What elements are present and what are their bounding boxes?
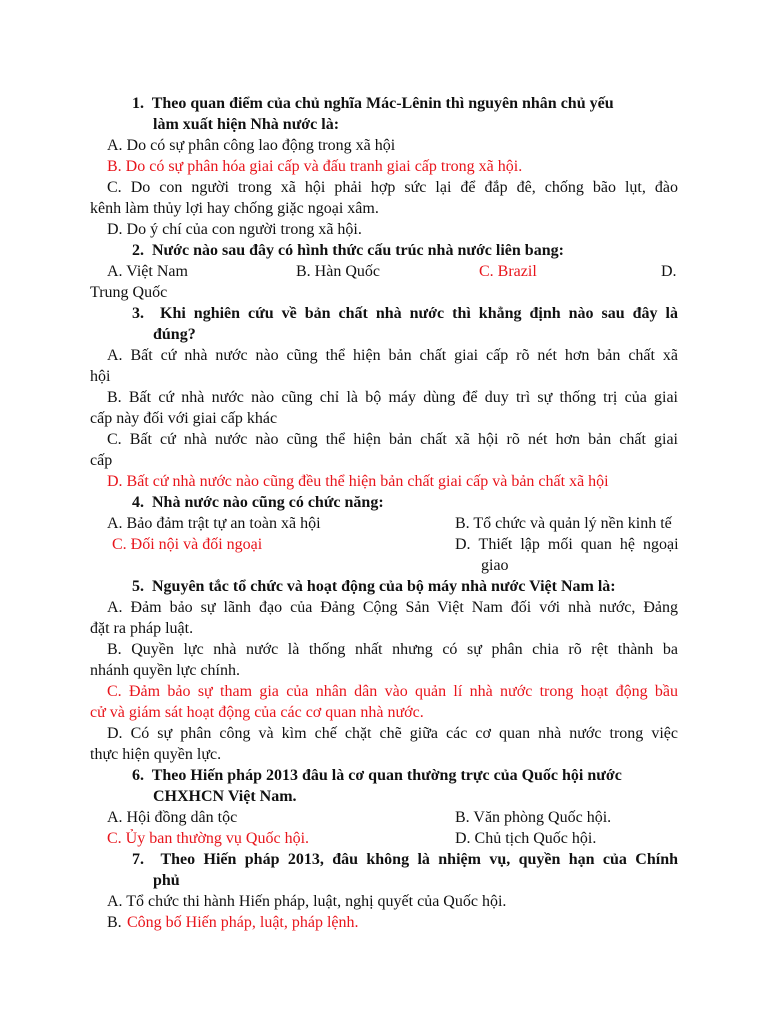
question-7-title-line-2: phủ <box>153 872 180 889</box>
question-2-option-a: A. Việt Nam <box>107 263 188 280</box>
question-6-option-d: D. Chủ tịch Quốc hội. <box>455 830 597 847</box>
question-7-title-line-1: 7. Theo Hiến pháp 2013, đâu không là nhiệm vụ, quyền hạn của Chính <box>132 851 678 868</box>
question-5-option-a-line-1: A. Đảm bảo sự lãnh đạo của Đảng Cộng Sản Việt Nam đối với nhà nước, Đảng <box>107 599 678 616</box>
question-5-option-c-answer-line-2: cử và giám sát hoạt động của các cơ quan nhà nước. <box>90 704 424 721</box>
question-5-option-c-answer-line-1: C. Đảm bảo sự tham gia của nhân dân vào quản lí nhà nước trong hoạt động bầu <box>107 683 678 700</box>
question-5-option-d-line-2: thực hiện quyền lực. <box>90 746 222 763</box>
question-5-option-b-line-1: B. Quyền lực nhà nước là thống nhất nhưng có sự phân chia rõ rệt thành ba <box>107 641 678 658</box>
question-3-option-c-line-1: C. Bất cứ nhà nước nào cũng thể hiện bản chất xã hội rõ nét hơn bản chất giai <box>107 431 678 448</box>
question-6-title-line-1: 6. Theo Hiến pháp 2013 đâu là cơ quan thường trực của Quốc hội nước <box>132 767 622 784</box>
question-3-option-a-line-2: hội <box>90 368 111 385</box>
question-7-option-a: A. Tổ chức thi hành Hiến pháp, luật, nghị quyết của Quốc hội. <box>107 893 507 910</box>
question-2-option-b: B. Hàn Quốc <box>296 263 380 280</box>
question-2-option-c-answer: C. Brazil <box>479 263 537 280</box>
question-1-option-c-line-1: C. Do con người trong xã hội phải hợp sức lại để đắp đê, chống bão lụt, đào <box>107 179 678 196</box>
question-5-option-d-line-1: D. Có sự phân công và kìm chế chặt chẽ giữa các cơ quan nhà nước trong việc <box>107 725 678 742</box>
question-3-option-b-line-2: cấp này đối với giai cấp khác <box>90 410 278 427</box>
question-2-title: 2. Nước nào sau đây có hình thức cấu trúc nhà nước liên bang: <box>132 242 564 259</box>
question-4-option-a: A. Bảo đảm trật tự an toàn xã hội <box>107 515 321 532</box>
question-5-option-a-line-2: đặt ra pháp luật. <box>90 620 194 637</box>
question-1-option-d: D. Do ý chí của con người trong xã hội. <box>107 221 362 238</box>
question-6-option-b: B. Văn phòng Quốc hội. <box>455 809 612 826</box>
question-6-title-line-2: CHXHCN Việt Nam. <box>153 788 297 805</box>
question-4-option-d-line-1: D. Thiết lập mối quan hệ ngoại <box>455 536 679 553</box>
question-4-title: 4. Nhà nước nào cũng có chức năng: <box>132 494 384 511</box>
question-3-title-line-1: 3. Khi nghiên cứu về bản chất nhà nước thì khẳng định nào sau đây là <box>132 305 678 322</box>
question-1-title-line-2: làm xuất hiện Nhà nước là: <box>153 116 340 133</box>
question-4-option-c-answer: C. Đối nội và đối ngoại <box>112 536 263 553</box>
question-1-title-line-1: 1. Theo quan điểm của chủ nghĩa Mác-Lênin thì nguyên nhân chủ yếu <box>132 95 614 112</box>
question-7-option-b-answer: Công bố Hiến pháp, luật, pháp lệnh. <box>127 914 359 931</box>
question-2-option-d-prefix: D. <box>661 263 677 280</box>
question-3-title-line-2: đúng? <box>153 326 196 343</box>
question-7-option-b-prefix: B. <box>107 914 122 931</box>
question-5-option-b-line-2: nhánh quyền lực chính. <box>90 662 240 679</box>
question-3-option-c-line-2: cấp <box>90 452 113 469</box>
question-3-option-d-answer: D. Bất cứ nhà nước nào cũng đều thể hiện bản chất giai cấp và bản chất xã hội <box>107 473 609 490</box>
question-1-option-a: A. Do có sự phân công lao động trong xã hội <box>107 137 396 154</box>
question-1-option-c-line-2: kênh làm thủy lợi hay chống giặc ngoại xâm. <box>90 200 379 217</box>
question-5-title: 5. Nguyên tắc tổ chức và hoạt động của bộ máy nhà nước Việt Nam là: <box>132 578 616 595</box>
question-4-option-d-line-2: giao <box>481 557 509 574</box>
question-1-option-b-answer: B. Do có sự phân hóa giai cấp và đấu tranh giai cấp trong xã hội. <box>107 158 523 175</box>
question-3-option-b-line-1: B. Bất cứ nhà nước nào cũng chỉ là bộ máy dùng để duy trì sự thống trị của giai <box>107 389 678 406</box>
question-6-option-a: A. Hội đồng dân tộc <box>107 809 238 826</box>
question-2-option-d: Trung Quốc <box>90 284 168 301</box>
question-6-option-c-answer: C. Ủy ban thường vụ Quốc hội. <box>107 830 310 847</box>
question-4-option-b: B. Tổ chức và quản lý nền kinh tế <box>455 515 672 532</box>
question-3-option-a-line-1: A. Bất cứ nhà nước nào cũng thể hiện bản chất giai cấp rõ nét hơn bản chất xã <box>107 347 678 364</box>
